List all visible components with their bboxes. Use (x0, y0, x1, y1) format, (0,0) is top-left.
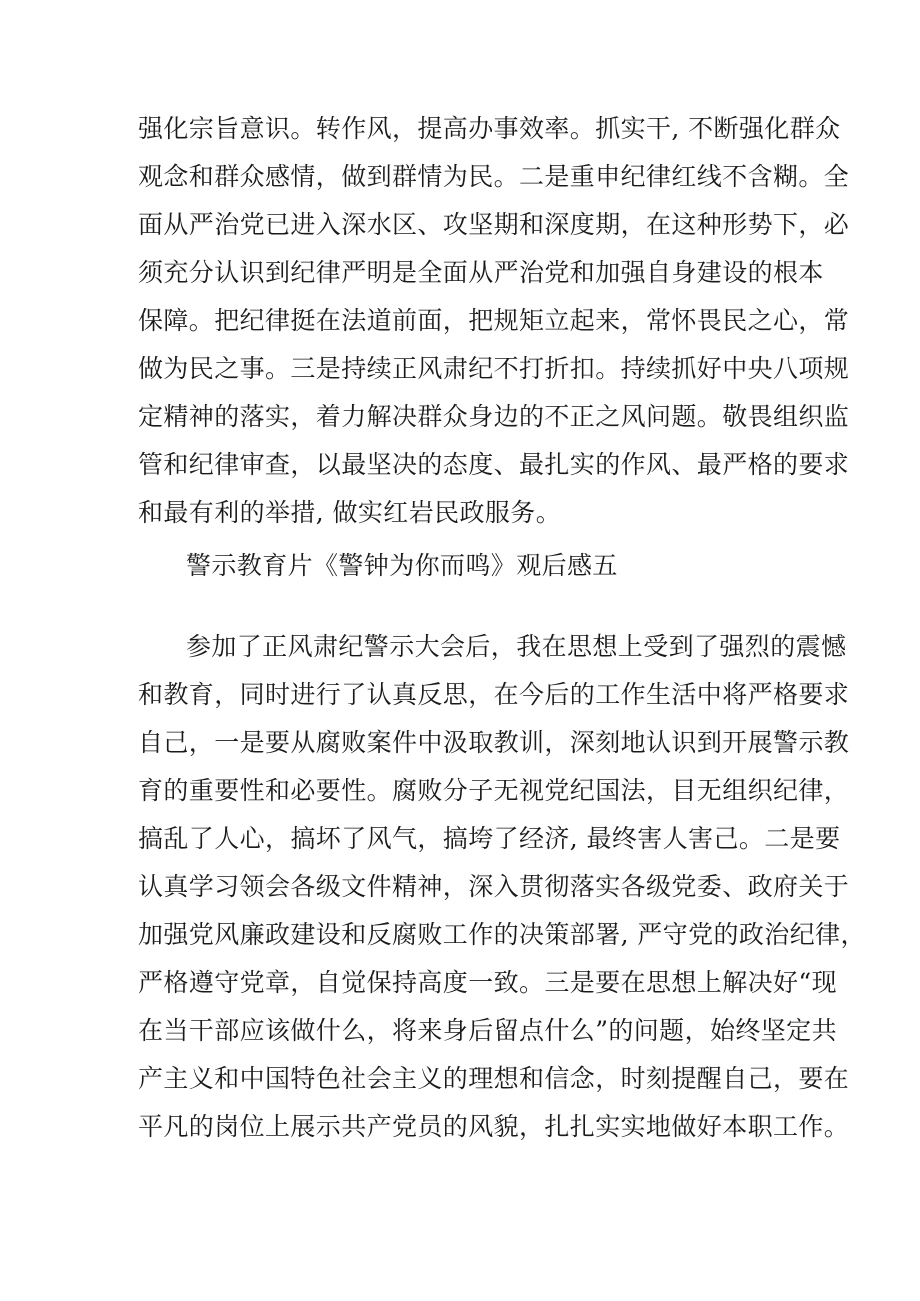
body-text-line: 产主义和中国特色社会主义的理想和信念，时刻提醒自己，要在 (138, 1064, 850, 1093)
body-text-line: 在当干部应该做什么，将来身后留点什么”的问题，始终坚定共 (138, 1016, 837, 1045)
body-text-line: 搞乱了人心，搞坏了风气，搞垮了经济, 最终害人害己。二是要 (138, 824, 841, 853)
body-text-line: 严格遵守党章，自觉保持高度一致。三是要在思想上解决好“现 (138, 968, 837, 997)
body-text-line: 认真学习领会各级文件精神，深入贯彻落实各级党委、政府关于 (138, 872, 850, 901)
body-text-line: 和教育，同时进行了认真反思，在今后的工作生活中将严格要求 (138, 680, 850, 709)
body-text-line: 定精神的落实，着力解决群众身边的不正之风问题。敬畏组织监 (138, 402, 850, 431)
body-text-line: 须充分认识到纪律严明是全面从严治党和加强自身建设的根本 (138, 258, 824, 287)
section-heading: 警示教育片《警钟为你而鸣》观后感五 (186, 551, 618, 580)
body-text-line: 保障。把纪律挺在法道前面，把规矩立起来，常怀畏民之心，常 (138, 306, 850, 335)
body-text-line: 做为民之事。三是持续正风肃纪不打折扣。持续抓好中央八项规 (138, 354, 850, 383)
body-text-line: 观念和群众感情，做到群情为民。二是重申纪律红线不含糊。全 (138, 162, 850, 191)
body-text-line: 平凡的岗位上展示共产党员的风貌，扎扎实实地做好本职工作。 (138, 1112, 850, 1141)
body-text-line: 育的重要性和必要性。腐败分子无视党纪国法，目无组织纪律， (138, 776, 850, 805)
body-text-line: 加强党风廉政建设和反腐败工作的决策部署, 严守党的政治纪律， (138, 920, 866, 949)
body-text-line: 管和纪律审查，以最坚决的态度、最扎实的作风、最严格的要求 (138, 450, 850, 479)
body-text-line: 面从严治党已进入深水区、攻坚期和深度期，在这种形势下，必 (138, 210, 850, 239)
body-text-line: 自己，一是要从腐败案件中汲取教训，深刻地认识到开展警示教 (138, 728, 850, 757)
body-text-line: 和最有利的举措, 做实红岩民政服务。 (138, 498, 562, 527)
body-text-line: 强化宗旨意识。转作风，提高办事效率。抓实干, 不断强化群众 (138, 114, 841, 143)
body-text-line: 参加了正风肃纪警示大会后，我在思想上受到了强烈的震憾 (186, 632, 847, 661)
